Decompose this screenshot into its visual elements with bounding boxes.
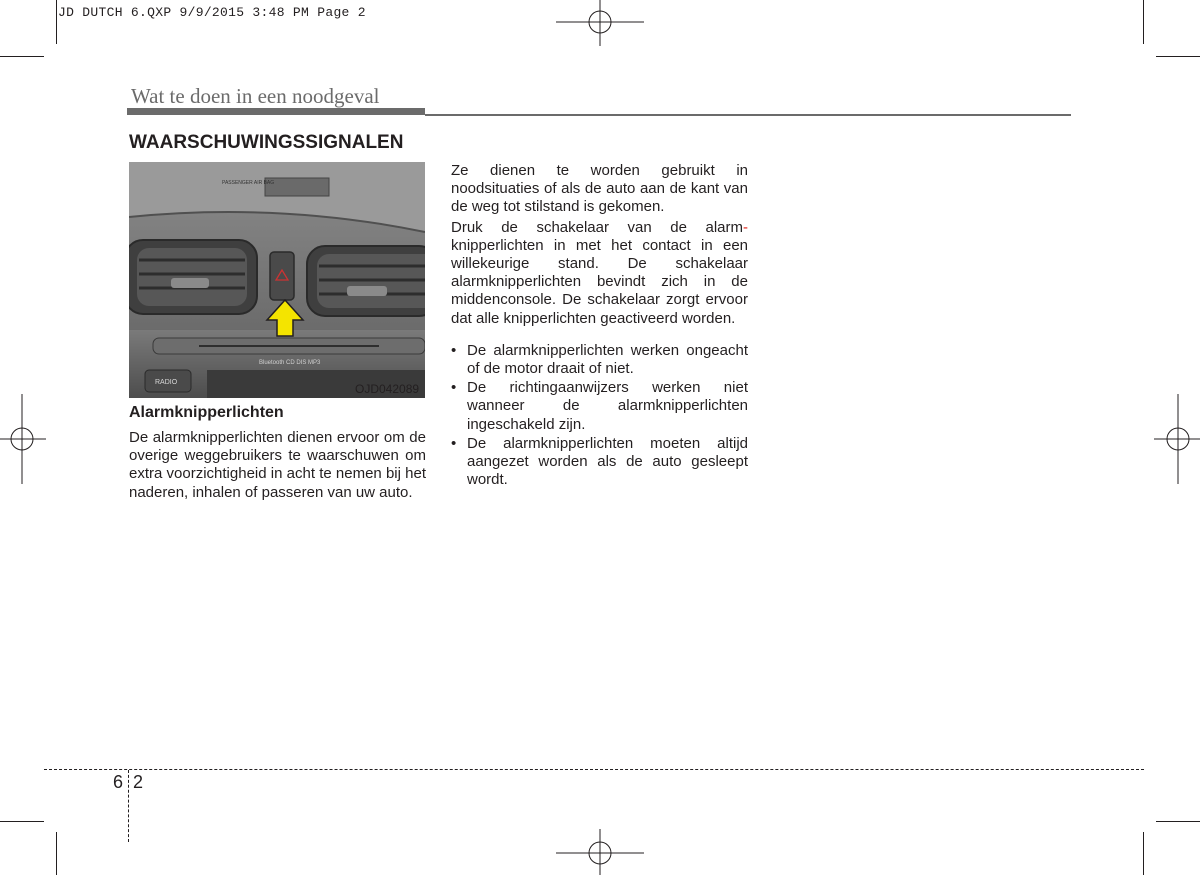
dashboard-illustration xyxy=(129,162,425,398)
left-paragraph: De alarmknipperlichten dienen ervoor om de overige weggebruikers te waarschuwen om extra voorzichtigheid in acht te nemen bij het naderen, inhalen of passeren van uw auto. xyxy=(129,429,426,501)
crop-mark xyxy=(1143,0,1144,44)
crop-mark xyxy=(1156,56,1200,57)
registration-mark-bottom xyxy=(556,829,644,875)
paragraph-instructions-start: Druk de schakelaar van de alarm xyxy=(451,218,743,236)
paragraph-usage: Ze dienen te worden gebruikt in noodsituaties of als de auto aan de kant van de weg tot stilstand is gekomen. xyxy=(451,162,748,216)
crop-mark xyxy=(56,832,57,875)
crop-mark xyxy=(1156,821,1200,822)
header-rule-thin xyxy=(425,114,1071,116)
paragraph-instructions-rest: knipperlichten in met het contact in een willekeurige stand. De schakelaar alarmknipperlichten bevindt zich in de middenconsole. De schakelaar zorgt ervoor dat alle knipperlichten geactiveerd worden. xyxy=(451,236,748,327)
bullet-text: De alarmknipperlichten moeten altijd aangezet worden als de auto gesleept wordt. xyxy=(467,434,748,489)
print-slug: JD DUTCH 6.QXP 9/9/2015 3:48 PM Page 2 xyxy=(58,5,366,20)
footer-divider xyxy=(128,770,129,842)
radio-label: RADIO xyxy=(155,379,178,386)
bullet-text: De alarmknipperlichten werken ongeacht of de motor draait of niet. xyxy=(467,341,748,378)
list-item xyxy=(451,435,748,490)
subheading-alarmknipperlichten: Alarmknipperlichten xyxy=(129,404,284,421)
paragraph-instructions xyxy=(451,219,748,328)
registration-mark-left xyxy=(0,394,46,484)
bullet-symbol: • xyxy=(451,341,457,359)
bullet-symbol: • xyxy=(451,379,457,397)
bullet-list xyxy=(451,342,748,490)
list-item xyxy=(451,342,748,378)
crop-mark xyxy=(0,56,44,57)
right-column xyxy=(451,162,748,490)
crop-mark xyxy=(0,821,44,822)
media-label: Bluetooth CD DIS MP3 xyxy=(259,360,321,366)
header-rule-thick xyxy=(127,108,425,115)
footer-rule xyxy=(44,769,1144,770)
chapter-title: Wat te doen in een noodgeval xyxy=(131,84,380,108)
section-heading: WAARSCHUWINGSSIGNALEN xyxy=(129,132,404,153)
registration-mark-top xyxy=(556,0,644,46)
chapter-number: 6 xyxy=(113,772,124,792)
bullet-symbol: • xyxy=(451,434,457,452)
list-item xyxy=(451,379,748,434)
hyphen-accent: - xyxy=(743,218,748,236)
crop-mark xyxy=(1143,832,1144,875)
dashboard-figure xyxy=(129,162,425,398)
airbag-label: PASSENGER AIR BAG xyxy=(222,180,275,186)
crop-mark xyxy=(56,0,57,44)
page-number: 2 xyxy=(133,772,144,792)
bullet-text: De richtingaanwijzers werken niet wanneer de alarmknipperlichten ingeschakeld zijn. xyxy=(467,379,748,433)
registration-mark-right xyxy=(1154,394,1200,484)
figure-code: OJD042089 xyxy=(355,382,420,396)
